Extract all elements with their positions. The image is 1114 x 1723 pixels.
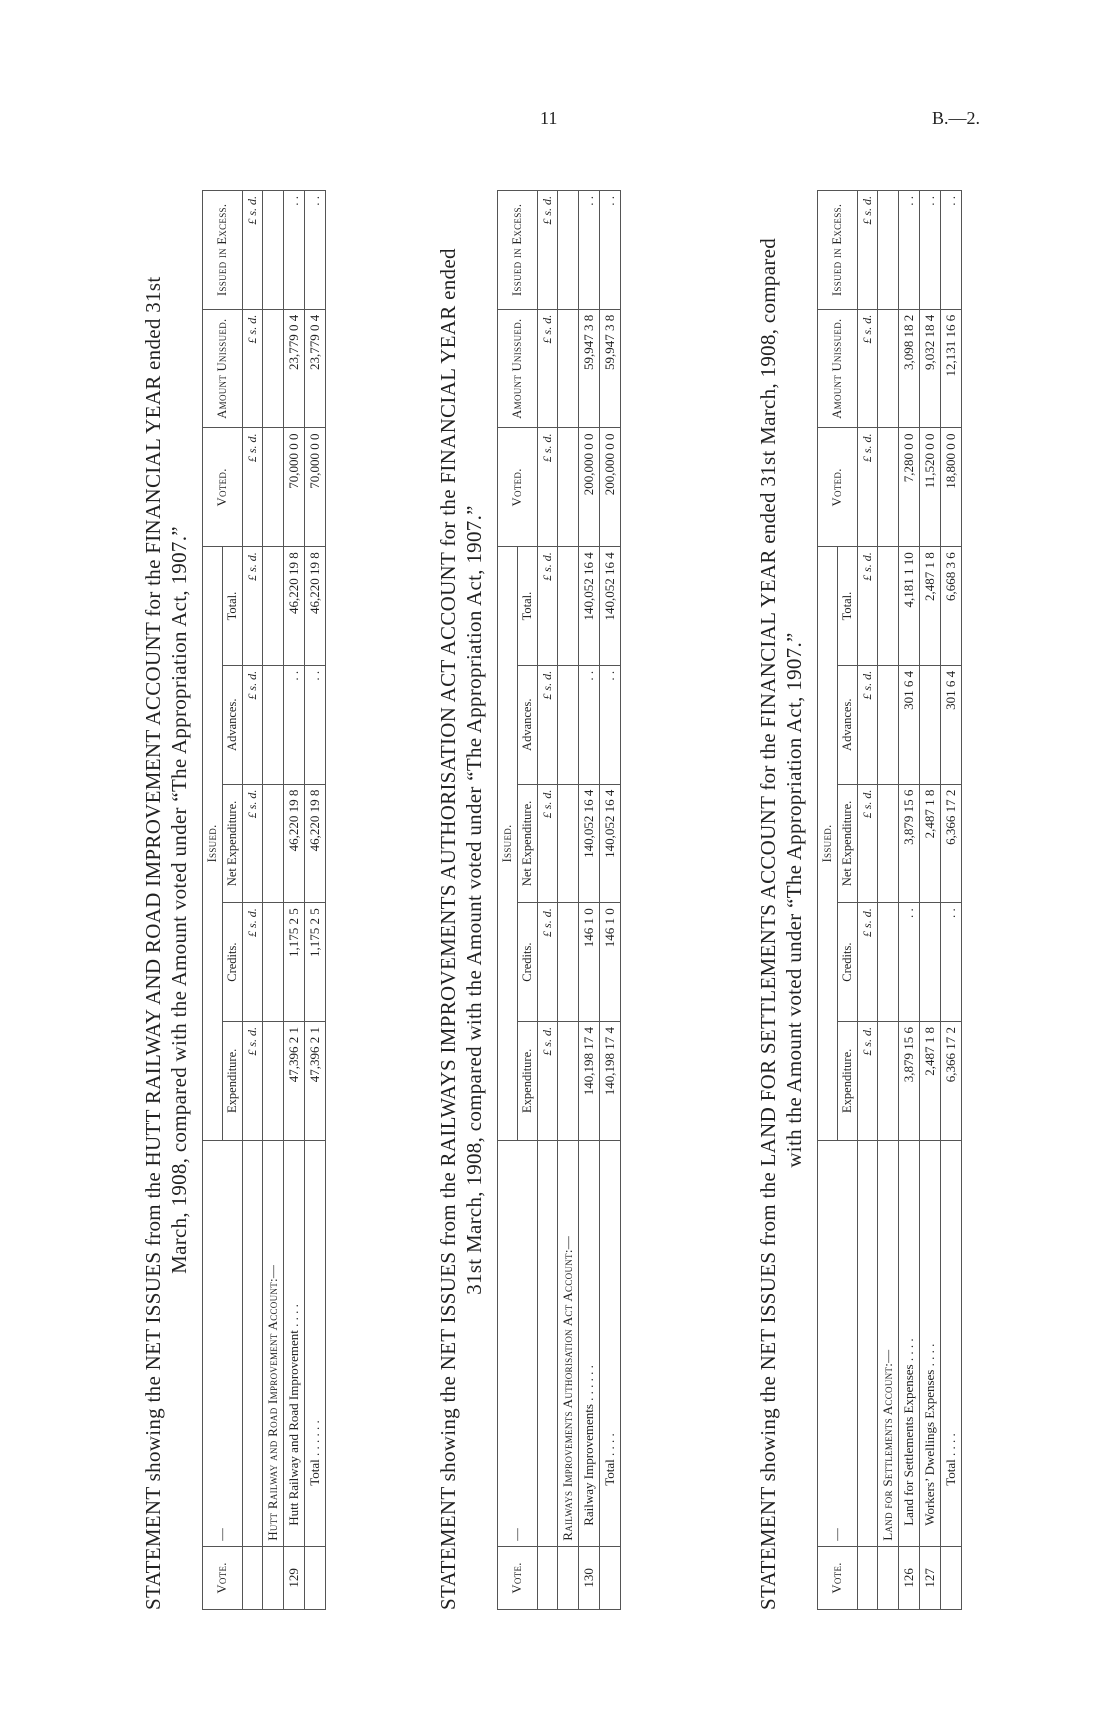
total-row	[600, 191, 621, 1610]
blank-cell	[263, 309, 284, 428]
blank-cell	[263, 784, 284, 903]
blank-cell	[558, 903, 579, 1022]
col-advances: Advances.	[518, 665, 538, 784]
units-label: £ s. d.	[538, 191, 558, 310]
col-description: —	[818, 1140, 858, 1546]
unissued-cell: 59,947 3 8	[579, 309, 600, 428]
blank-cell	[878, 191, 899, 310]
expenditure-cell: 3,879 15 6	[899, 1022, 920, 1141]
blank-cell	[263, 665, 284, 784]
advances-cell: . .	[284, 665, 305, 784]
units-label: £ s. d.	[858, 1022, 878, 1141]
total-credits-cell: . .	[941, 903, 962, 1022]
total-total-cell: 46,220 19 8	[305, 547, 326, 666]
col-expenditure: Expenditure.	[838, 1022, 858, 1141]
vote-number: 130	[579, 1546, 600, 1609]
page-number: 11	[540, 108, 558, 128]
expenditure-cell: 2,487 1 8	[920, 1022, 941, 1141]
col-vote: Vote.	[818, 1546, 858, 1609]
title-line-2: March, 1908, compared with the Amount voted under “The Appropriation Act, 1907.”	[167, 526, 191, 1274]
total-row	[941, 191, 962, 1610]
advances-cell: . .	[579, 665, 600, 784]
col-expenditure: Expenditure.	[518, 1022, 538, 1141]
units-label: £ s. d.	[538, 547, 558, 666]
total-expenditure-cell: 140,198 17 4	[600, 1022, 621, 1141]
unissued-cell: 9,032 18 4	[920, 309, 941, 428]
col-expenditure: Expenditure.	[223, 1022, 243, 1141]
voted-cell: 11,520 0 0	[920, 428, 941, 547]
blank-cell	[263, 547, 284, 666]
account-heading: Railways Improvements Authorisation Act Account:—	[558, 1140, 579, 1546]
units-blank	[858, 1140, 878, 1546]
account-heading-row	[558, 191, 579, 1610]
units-label: £ s. d.	[538, 784, 558, 903]
title-line-2: 31st March, 1908, compared with the Amount voted under “The Appropriation Act, 1907.”	[462, 505, 486, 1295]
credits-cell: 146 1 0	[579, 903, 600, 1022]
blank-cell	[558, 191, 579, 310]
vote-blank	[600, 1546, 621, 1609]
total-cell: 46,220 19 8	[284, 547, 305, 666]
units-blank	[243, 1546, 263, 1609]
total-excess-cell: . .	[941, 191, 962, 310]
total-excess-cell: . .	[600, 191, 621, 310]
col-net-expenditure: Net Expenditure.	[518, 784, 538, 903]
total-advances-cell: . .	[600, 665, 621, 784]
units-label: £ s. d.	[243, 665, 263, 784]
total-credits-cell: 146 1 0	[600, 903, 621, 1022]
col-issued: Issued.	[498, 547, 518, 1141]
col-issued-in-excess: Issued in Excess.	[818, 191, 858, 310]
statement-hutt-railway	[140, 190, 326, 1610]
title-line-2: with the Amount voted under “The Appropriation Act, 1907.”	[782, 632, 806, 1168]
col-amount-unissued: Amount Unissued.	[498, 309, 538, 428]
net-expenditure-cell: 140,052 16 4	[579, 784, 600, 903]
units-blank	[858, 1546, 878, 1609]
col-vote: Vote.	[203, 1546, 243, 1609]
units-label: £ s. d.	[243, 903, 263, 1022]
statement-table	[202, 190, 326, 1610]
total-advances-cell: . .	[305, 665, 326, 784]
col-issued: Issued.	[203, 547, 223, 1141]
col-issued-in-excess: Issued in Excess.	[498, 191, 538, 310]
vote-number: 127	[920, 1546, 941, 1609]
total-unissued-cell: 23,779 0 4	[305, 309, 326, 428]
units-blank	[243, 1140, 263, 1546]
units-row	[243, 191, 263, 1610]
excess-cell: . .	[899, 191, 920, 310]
col-issued-in-excess: Issued in Excess.	[203, 191, 243, 310]
units-label: £ s. d.	[243, 309, 263, 428]
col-description: —	[498, 1140, 538, 1546]
col-total: Total.	[518, 547, 538, 666]
blank-cell	[558, 547, 579, 666]
col-voted: Voted.	[818, 428, 858, 547]
total-label: Total . . . . . .	[305, 1140, 326, 1546]
total-expenditure-cell: 47,396 2 1	[305, 1022, 326, 1141]
vote-blank	[878, 1546, 899, 1609]
voted-cell: 200,000 0 0	[579, 428, 600, 547]
units-label: £ s. d.	[243, 428, 263, 547]
blank-cell	[263, 1022, 284, 1141]
blank-cell	[558, 309, 579, 428]
total-label: Total . . . .	[941, 1140, 962, 1546]
excess-cell: . .	[284, 191, 305, 310]
col-advances: Advances.	[838, 665, 858, 784]
blank-cell	[878, 428, 899, 547]
units-label: £ s. d.	[243, 1022, 263, 1141]
col-amount-unissued: Amount Unissued.	[818, 309, 858, 428]
total-total-cell: 140,052 16 4	[600, 547, 621, 666]
col-voted: Voted.	[498, 428, 538, 547]
units-label: £ s. d.	[858, 547, 878, 666]
units-label: £ s. d.	[243, 547, 263, 666]
credits-cell	[920, 903, 941, 1022]
units-label: £ s. d.	[858, 784, 878, 903]
credits-cell: . .	[899, 903, 920, 1022]
voted-cell: 7,280 0 0	[899, 428, 920, 547]
account-heading: Hutt Railway and Road Improvement Account:—	[263, 1140, 284, 1546]
expenditure-cell: 47,396 2 1	[284, 1022, 305, 1141]
statement-table	[817, 190, 962, 1610]
statement-table	[497, 190, 621, 1610]
col-credits: Credits.	[223, 903, 243, 1022]
units-label: £ s. d.	[243, 784, 263, 903]
total-voted-cell: 70,000 0 0	[305, 428, 326, 547]
total-net-expenditure-cell: 140,052 16 4	[600, 784, 621, 903]
statement-railways-improvements	[435, 190, 621, 1610]
title-line-1: STATEMENT showing the NET ISSUES from the RAILWAYS IMPROVEMENTS AUTHORISATION ACT ACCOUNT for the FINANCIAL YEAR ended	[436, 248, 460, 1610]
units-row	[858, 191, 878, 1610]
excess-cell: . .	[920, 191, 941, 310]
col-amount-unissued: Amount Unissued.	[203, 309, 243, 428]
col-credits: Credits.	[518, 903, 538, 1022]
vote-blank	[305, 1546, 326, 1609]
total-total-cell: 6,668 3 6	[941, 547, 962, 666]
units-label: £ s. d.	[858, 191, 878, 310]
blank-cell	[878, 547, 899, 666]
title-line-1: STATEMENT showing the NET ISSUES from the LAND FOR SETTLEMENTS ACCOUNT for the FINANCIAL YEAR ended 31st March, 1908, compared	[756, 237, 780, 1610]
total-expenditure-cell: 6,366 17 2	[941, 1022, 962, 1141]
account-heading-row	[263, 191, 284, 1610]
blank-cell	[263, 191, 284, 310]
blank-cell	[263, 428, 284, 547]
advances-cell	[920, 665, 941, 784]
header-row	[203, 191, 223, 1610]
col-credits: Credits.	[838, 903, 858, 1022]
vote-number: 129	[284, 1546, 305, 1609]
row-label: Railway Improvements . . . . . .	[579, 1140, 600, 1546]
blank-cell	[558, 784, 579, 903]
unissued-cell: 3,098 18 2	[899, 309, 920, 428]
excess-cell: . .	[579, 191, 600, 310]
total-cell: 4,181 1 10	[899, 547, 920, 666]
units-label: £ s. d.	[243, 191, 263, 310]
units-label: £ s. d.	[538, 1022, 558, 1141]
units-label: £ s. d.	[858, 665, 878, 784]
net-expenditure-cell: 3,879 15 6	[899, 784, 920, 903]
vote-blank	[941, 1546, 962, 1609]
title-line-1: STATEMENT showing the NET ISSUES from the HUTT RAILWAY AND ROAD IMPROVEMENT ACCOUNT for the FINANCIAL YEAR ended 31st	[141, 276, 165, 1610]
col-total: Total.	[223, 547, 243, 666]
col-description: —	[203, 1140, 243, 1546]
vote-number: 126	[899, 1546, 920, 1609]
total-net-expenditure-cell: 46,220 19 8	[305, 784, 326, 903]
unissued-cell: 23,779 0 4	[284, 309, 305, 428]
total-voted-cell: 18,800 0 0	[941, 428, 962, 547]
units-label: £ s. d.	[858, 309, 878, 428]
blank-cell	[878, 309, 899, 428]
net-expenditure-cell: 2,487 1 8	[920, 784, 941, 903]
blank-cell	[558, 1022, 579, 1141]
table-row	[579, 191, 600, 1610]
total-voted-cell: 200,000 0 0	[600, 428, 621, 547]
units-label: £ s. d.	[858, 428, 878, 547]
statement-title	[435, 190, 487, 1610]
net-expenditure-cell: 46,220 19 8	[284, 784, 305, 903]
units-label: £ s. d.	[858, 903, 878, 1022]
account-heading-row	[878, 191, 899, 1610]
blank-cell	[878, 784, 899, 903]
total-row	[305, 191, 326, 1610]
vote-blank	[558, 1546, 579, 1609]
total-credits-cell: 1,175 2 5	[305, 903, 326, 1022]
total-advances-cell: 301 6 4	[941, 665, 962, 784]
expenditure-cell: 140,198 17 4	[579, 1022, 600, 1141]
statement-title	[755, 190, 807, 1610]
blank-cell	[878, 1022, 899, 1141]
total-net-expenditure-cell: 6,366 17 2	[941, 784, 962, 903]
units-label: £ s. d.	[538, 428, 558, 547]
col-total: Total.	[838, 547, 858, 666]
col-issued: Issued.	[818, 547, 838, 1141]
table-row	[284, 191, 305, 1610]
total-excess-cell: . .	[305, 191, 326, 310]
voted-cell: 70,000 0 0	[284, 428, 305, 547]
col-net-expenditure: Net Expenditure.	[838, 784, 858, 903]
col-net-expenditure: Net Expenditure.	[223, 784, 243, 903]
header-row	[498, 191, 518, 1610]
total-unissued-cell: 12,131 16 6	[941, 309, 962, 428]
col-voted: Voted.	[203, 428, 243, 547]
account-heading: Land for Settlements Account:—	[878, 1140, 899, 1546]
total-cell: 2,487 1 8	[920, 547, 941, 666]
blank-cell	[263, 903, 284, 1022]
statement-land-for-settlements	[755, 190, 962, 1610]
credits-cell: 1,175 2 5	[284, 903, 305, 1022]
blank-cell	[878, 665, 899, 784]
col-vote: Vote.	[498, 1546, 538, 1609]
table-row	[899, 191, 920, 1610]
units-blank	[538, 1140, 558, 1546]
total-cell: 140,052 16 4	[579, 547, 600, 666]
units-label: £ s. d.	[538, 665, 558, 784]
col-advances: Advances.	[223, 665, 243, 784]
page-reference: B.—2.	[932, 108, 981, 128]
total-unissued-cell: 59,947 3 8	[600, 309, 621, 428]
blank-cell	[558, 428, 579, 547]
blank-cell	[878, 903, 899, 1022]
total-label: Total . . . .	[600, 1140, 621, 1546]
header-row	[818, 191, 838, 1610]
vote-blank	[263, 1546, 284, 1609]
row-label: Hutt Railway and Road Improvement . . . .	[284, 1140, 305, 1546]
advances-cell: 301 6 4	[899, 665, 920, 784]
units-label: £ s. d.	[538, 903, 558, 1022]
row-label: Workers’ Dwellings Expenses . . . .	[920, 1140, 941, 1546]
units-blank	[538, 1546, 558, 1609]
units-label: £ s. d.	[538, 309, 558, 428]
units-row	[538, 191, 558, 1610]
statement-title	[140, 190, 192, 1610]
table-row	[920, 191, 941, 1610]
row-label: Land for Settlements Expenses . . . .	[899, 1140, 920, 1546]
blank-cell	[558, 665, 579, 784]
